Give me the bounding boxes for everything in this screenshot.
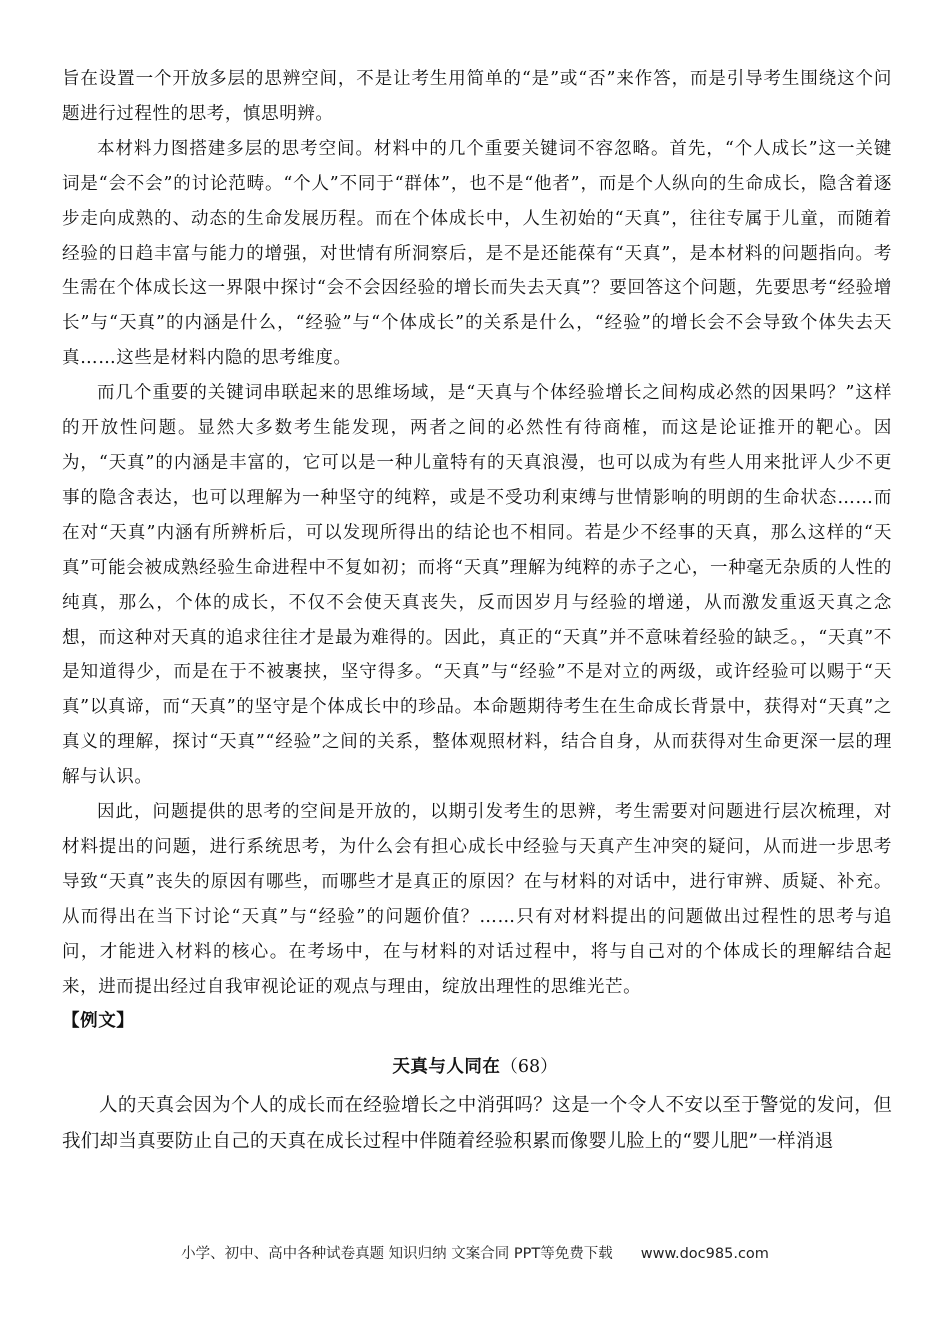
- paragraph-conclusion: 因此，问题提供的思考的空间是开放的，以期引发考生的思辨，考生需要对问题进行层次梳理，对材料提出的问题，进行系统思考，为什么会有担心成长中经验与天真产生冲突的疑问，从而进一步思考导致“天真”丧失的原因有哪些，而哪些才是真正的原因？在与材料的对话中，进行审辨、质疑、补充。从而得出在当下讨论“天真”与“经验”的问题价值？……只有对材料提出的问题做出过程性的思考与追问，才能进入材料的核心。在考场中，在与材料的对话过程中，将与自己对的个体成长的理解结合起来，进而提出经过自我审视论证的观点与理由，绽放出理性的思维光芒。: [62, 802, 892, 997]
- footer-text: 小学、初中、高中各种试卷真题 知识归纳 文案合同 PPT等免费下载: [181, 1246, 613, 1262]
- paragraph-continuation: 旨在设置一个开放多层的思辨空间，不是让考生用简单的“是”或“否”来作答，而是引导考生围绕这个问题进行过程性的思考，慎思明辨。: [62, 69, 892, 124]
- essay-title-line: [0, 1052, 950, 1082]
- essay-title: 天真与人同在: [392, 1057, 501, 1077]
- example-label: 【例文】: [62, 1011, 135, 1032]
- paragraph-causality: 而几个重要的关键词串联起来的思维场域，是“天真与个体经验增长之间构成必然的因果吗？”这样的开放性问题。显然大多数考生能发现，两者之间的必然性有待商榷，而这是论证推开的靶心。因为，“天真”的内涵是丰富的，它可以是一种儿童特有的天真浪漫，也可以成为有些人用来批评人少不更事的隐含表达，也可以理解为一种坚守的纯粹，或是不受功利束缚与世情影响的明朗的生命状态……而在对“天真”内涵有所辨析后，可以发现所得出的结论也不相同。若是少不经事的天真，那么这样的“天真”可能会被成熟经验生命进程中不复如初；而将“天真”理解为纯粹的赤子之心，一种毫无杂质的人性的纯真，那么，个体的成长，不仅不会使天真丧失，反而因岁月与经验的增递，从而激发重返天真之念想，而这种对天真的追求往往才是最为难得的。因此，真正的“天真”并不意味着经验的缺乏。，“天真”不是知道得少，而是在于不被裹挟，坚守得多。“天真”与“经验”不是对立的两级，或许经验可以赐于“天真”以真谛，而“天真”的坚守是个体成长中的珍品。本命题期待考生在生命成长背景中，获得对“天真”之真义的理解，探讨“天真”“经验”之间的关系，整体观照材料，结合自身，从而获得对生命更深一层的理解与认识。: [62, 383, 892, 788]
- footer-url[interactable]: www.doc985.com: [640, 1246, 769, 1262]
- analysis-body: [62, 62, 892, 1039]
- page-footer: [0, 1244, 950, 1264]
- essay-paragraph: 人的天真会因为个人的成长而在经验增长之中消弭吗？这是一个令人不安以至于警觉的发问，但我们却当真要防止自己的天真在成长过程中伴随着经验积累而像婴儿脸上的“婴儿肥”一样消退: [62, 1095, 892, 1152]
- essay-body: [62, 1088, 892, 1160]
- essay-score: （68）: [500, 1057, 558, 1077]
- paragraph-keywords: 本材料力图搭建多层的思考空间。材料中的几个重要关键词不容忽略。首先，“个人成长”这一关键词是“会不会”的讨论范畴。“个人”不同于“群体”，也不是“他者”，而是个人纵向的生命成长，隐含着逐步走向成熟的、动态的生命发展历程。而在个体成长中，人生初始的“天真”，往往专属于儿童，而随着经验的日趋丰富与能力的增强，对世情有所洞察后，是不是还能葆有“天真”，是本材料的问题指向。考生需在个体成长这一界限中探讨“会不会因经验的增长而失去天真”？要回答这个问题，先要思考“经验增长”与“天真”的内涵是什么，“经验”与“个体成长”的关系是什么，“经验”的增长会不会导致个体失去天真……这些是材料内隐的思考维度。: [62, 138, 892, 369]
